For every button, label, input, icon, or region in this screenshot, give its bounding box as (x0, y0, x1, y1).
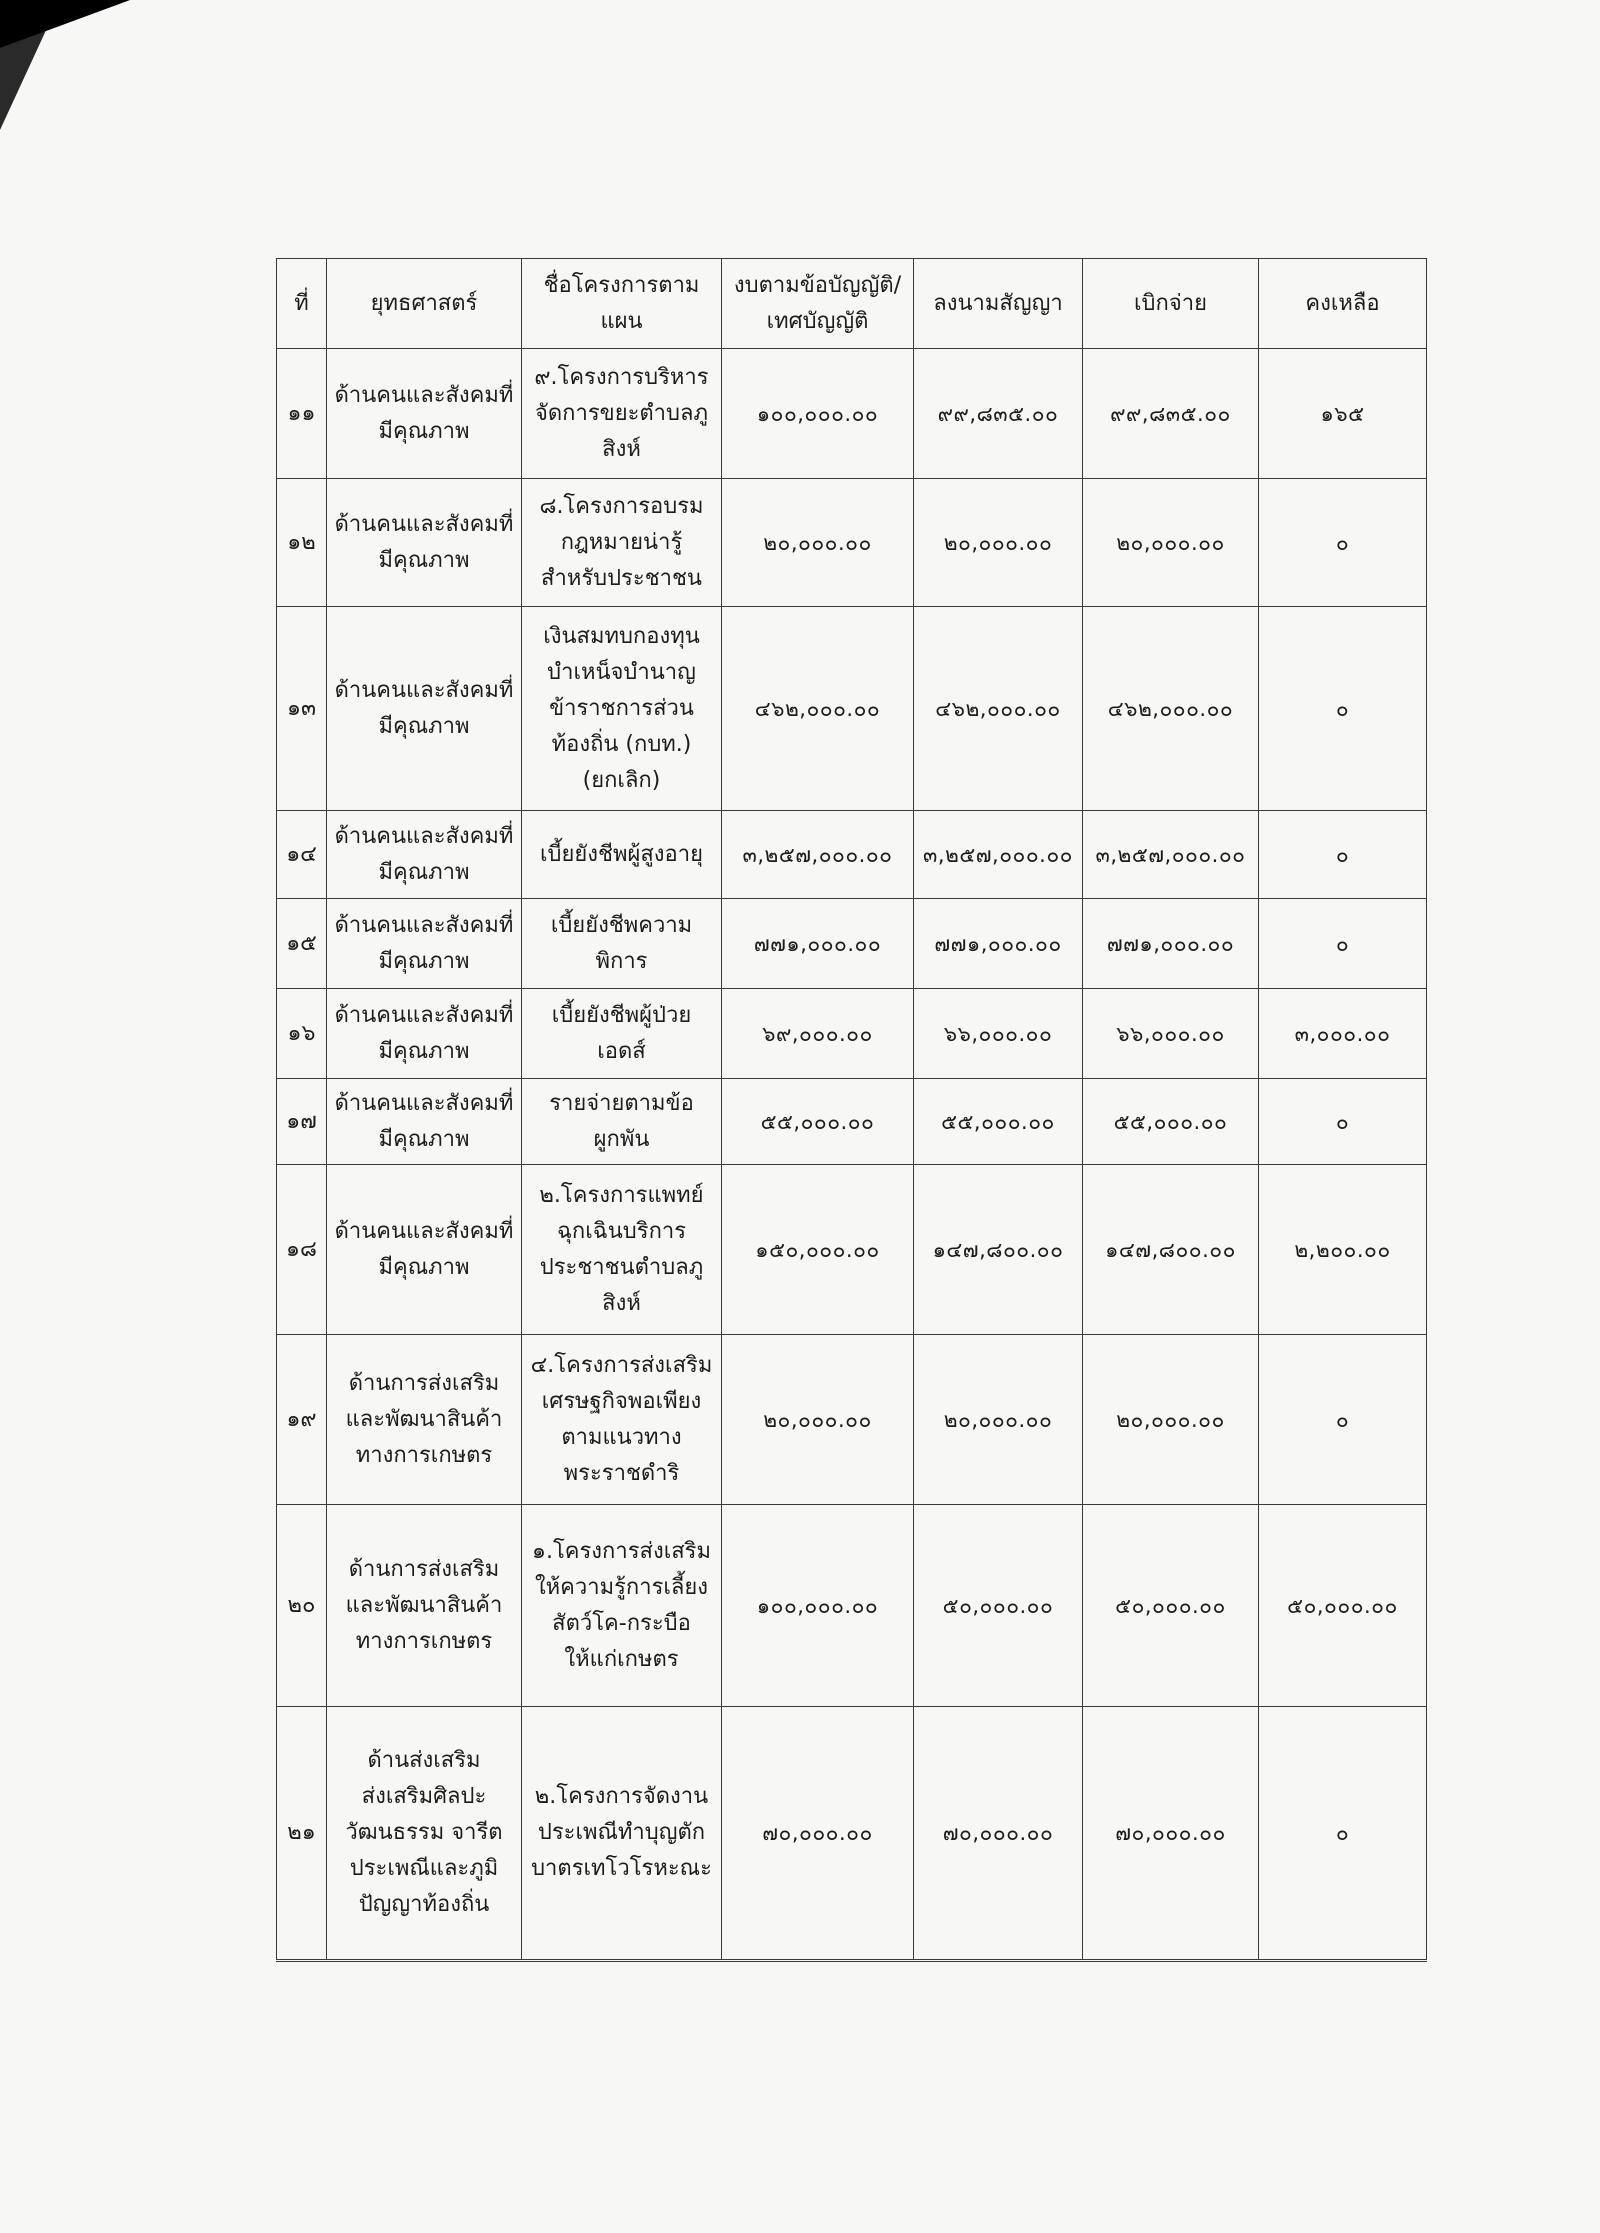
strategy-cell: ด้านคนและสังคมที่ มีคุณภาพ (327, 479, 522, 607)
budget-cell: ๒๐,๐๐๐.๐๐ (722, 479, 914, 607)
paid-cell: ๖๖,๐๐๐.๐๐ (1083, 989, 1259, 1079)
strategy-cell: ด้านคนและสังคมที่ มีคุณภาพ (327, 607, 522, 811)
table-row (277, 1707, 1427, 1961)
paid-cell: ๕๕,๐๐๐.๐๐ (1083, 1079, 1259, 1165)
paid-cell: ๗๗๑,๐๐๐.๐๐ (1083, 899, 1259, 989)
table-row (277, 479, 1427, 607)
project-name-cell: เบี้ยยังชีพความ พิการ (522, 899, 722, 989)
project-name-cell: ๒.โครงการจัดงาน ประเพณีทำบุญตัก บาตรเทโวโรหะณะ (522, 1707, 722, 1961)
header-paid: เบิกจ่าย (1083, 259, 1259, 349)
table-row (277, 349, 1427, 479)
contract-cell: ๖๖,๐๐๐.๐๐ (914, 989, 1083, 1079)
remaining-cell: ๐ (1259, 1335, 1427, 1505)
remaining-cell: ๐ (1259, 811, 1427, 899)
contract-cell: ๗๗๑,๐๐๐.๐๐ (914, 899, 1083, 989)
row-number: ๑๕ (277, 899, 327, 989)
row-number: ๑๗ (277, 1079, 327, 1165)
project-name-cell: ๘.โครงการอบรม กฎหมายน่ารู้ สำหรับประชาชน (522, 479, 722, 607)
paid-cell: ๕๐,๐๐๐.๐๐ (1083, 1505, 1259, 1707)
table-row (277, 1335, 1427, 1505)
row-number: ๒๐ (277, 1505, 327, 1707)
budget-cell: ๕๕,๐๐๐.๐๐ (722, 1079, 914, 1165)
remaining-cell: ๑๖๕ (1259, 349, 1427, 479)
header-contract: ลงนามสัญญา (914, 259, 1083, 349)
budget-cell: ๓,๒๕๗,๐๐๐.๐๐ (722, 811, 914, 899)
strategy-cell: ด้านการส่งเสริม และพัฒนาสินค้า ทางการเกษตร (327, 1335, 522, 1505)
contract-cell: ๙๙,๘๓๕.๐๐ (914, 349, 1083, 479)
paid-cell: ๒๐,๐๐๐.๐๐ (1083, 479, 1259, 607)
table-row (277, 899, 1427, 989)
paid-cell: ๙๙,๘๓๕.๐๐ (1083, 349, 1259, 479)
contract-cell: ๕๕,๐๐๐.๐๐ (914, 1079, 1083, 1165)
table-row (277, 811, 1427, 899)
row-number: ๑๒ (277, 479, 327, 607)
table-row (277, 1505, 1427, 1707)
budget-cell: ๒๐,๐๐๐.๐๐ (722, 1335, 914, 1505)
project-name-cell: ๔.โครงการส่งเสริม เศรษฐกิจพอเพียง ตามแนวทาง พระราชดำริ (522, 1335, 722, 1505)
strategy-cell: ด้านการส่งเสริม และพัฒนาสินค้า ทางการเกษตร (327, 1505, 522, 1707)
contract-cell: ๒๐,๐๐๐.๐๐ (914, 479, 1083, 607)
project-name-cell: เงินสมทบกองทุน บำเหน็จบำนาญ ข้าราชการส่วน ท้องถิ่น (กบท.) (ยกเลิก) (522, 607, 722, 811)
budget-cell: ๔๖๒,๐๐๐.๐๐ (722, 607, 914, 811)
scan-edge-shadow-dark (0, 0, 130, 48)
header-no: ที่ (277, 259, 327, 349)
remaining-cell: ๐ (1259, 479, 1427, 607)
strategy-cell: ด้านคนและสังคมที่ มีคุณภาพ (327, 989, 522, 1079)
budget-cell: ๑๐๐,๐๐๐.๐๐ (722, 1505, 914, 1707)
remaining-cell: ๐ (1259, 1707, 1427, 1961)
budget-cell: ๗๐,๐๐๐.๐๐ (722, 1707, 914, 1961)
row-number: ๑๔ (277, 811, 327, 899)
project-name-cell: ๒.โครงการแพทย์ ฉุกเฉินบริการ ประชาชนตำบลภู สิงห์ (522, 1165, 722, 1335)
remaining-cell: ๐ (1259, 1079, 1427, 1165)
paid-cell: ๑๔๗,๘๐๐.๐๐ (1083, 1165, 1259, 1335)
header-row (277, 259, 1427, 349)
contract-cell: ๔๖๒,๐๐๐.๐๐ (914, 607, 1083, 811)
strategy-cell: ด้านส่งเสริม ส่งเสริมศิลปะ วัฒนธรรม จารีต ประเพณีและภูมิ ปัญญาท้องถิ่น (327, 1707, 522, 1961)
strategy-cell: ด้านคนและสังคมที่ มีคุณภาพ (327, 349, 522, 479)
table-row (277, 989, 1427, 1079)
contract-cell: ๗๐,๐๐๐.๐๐ (914, 1707, 1083, 1961)
row-number: ๒๑ (277, 1707, 327, 1961)
header-budget: งบตามข้อบัญญัติ/ เทศบัญญัติ (722, 259, 914, 349)
contract-cell: ๕๐,๐๐๐.๐๐ (914, 1505, 1083, 1707)
row-number: ๑๘ (277, 1165, 327, 1335)
strategy-cell: ด้านคนและสังคมที่ มีคุณภาพ (327, 811, 522, 899)
project-name-cell: เบี้ยยังชีพผู้ป่วย เอดส์ (522, 989, 722, 1079)
table-row (277, 607, 1427, 811)
budget-cell: ๗๗๑,๐๐๐.๐๐ (722, 899, 914, 989)
strategy-cell: ด้านคนและสังคมที่ มีคุณภาพ (327, 1165, 522, 1335)
remaining-cell: ๐ (1259, 607, 1427, 811)
project-name-cell: ๙.โครงการบริหาร จัดการขยะตำบลภู สิงห์ (522, 349, 722, 479)
row-number: ๑๓ (277, 607, 327, 811)
paid-cell: ๔๖๒,๐๐๐.๐๐ (1083, 607, 1259, 811)
table-row (277, 1165, 1427, 1335)
strategy-cell: ด้านคนและสังคมที่ มีคุณภาพ (327, 1079, 522, 1165)
remaining-cell: ๐ (1259, 899, 1427, 989)
contract-cell: ๒๐,๐๐๐.๐๐ (914, 1335, 1083, 1505)
contract-cell: ๑๔๗,๘๐๐.๐๐ (914, 1165, 1083, 1335)
remaining-cell: ๓,๐๐๐.๐๐ (1259, 989, 1427, 1079)
project-name-cell: รายจ่ายตามข้อ ผูกพัน (522, 1079, 722, 1165)
paid-cell: ๓,๒๕๗,๐๐๐.๐๐ (1083, 811, 1259, 899)
remaining-cell: ๕๐,๐๐๐.๐๐ (1259, 1505, 1427, 1707)
remaining-cell: ๒,๒๐๐.๐๐ (1259, 1165, 1427, 1335)
paid-cell: ๗๐,๐๐๐.๐๐ (1083, 1707, 1259, 1961)
strategy-cell: ด้านคนและสังคมที่ มีคุณภาพ (327, 899, 522, 989)
paid-cell: ๒๐,๐๐๐.๐๐ (1083, 1335, 1259, 1505)
project-name-cell: ๑.โครงการส่งเสริม ให้ความรู้การเลี้ยง สัตว์โค-กระบือ ให้แก่เกษตร (522, 1505, 722, 1707)
row-number: ๑๖ (277, 989, 327, 1079)
budget-cell: ๖๙,๐๐๐.๐๐ (722, 989, 914, 1079)
header-strategy: ยุทธศาสตร์ (327, 259, 522, 349)
header-project: ชื่อโครงการตาม แผน (522, 259, 722, 349)
contract-cell: ๓,๒๕๗,๐๐๐.๐๐ (914, 811, 1083, 899)
project-name-cell: เบี้ยยังชีพผู้สูงอายุ (522, 811, 722, 899)
budget-cell: ๑๕๐,๐๐๐.๐๐ (722, 1165, 914, 1335)
table-row (277, 1079, 1427, 1165)
row-number: ๑๙ (277, 1335, 327, 1505)
budget-cell: ๑๐๐,๐๐๐.๐๐ (722, 349, 914, 479)
budget-table (276, 258, 1427, 1962)
header-remaining: คงเหลือ (1259, 259, 1427, 349)
row-number: ๑๑ (277, 349, 327, 479)
